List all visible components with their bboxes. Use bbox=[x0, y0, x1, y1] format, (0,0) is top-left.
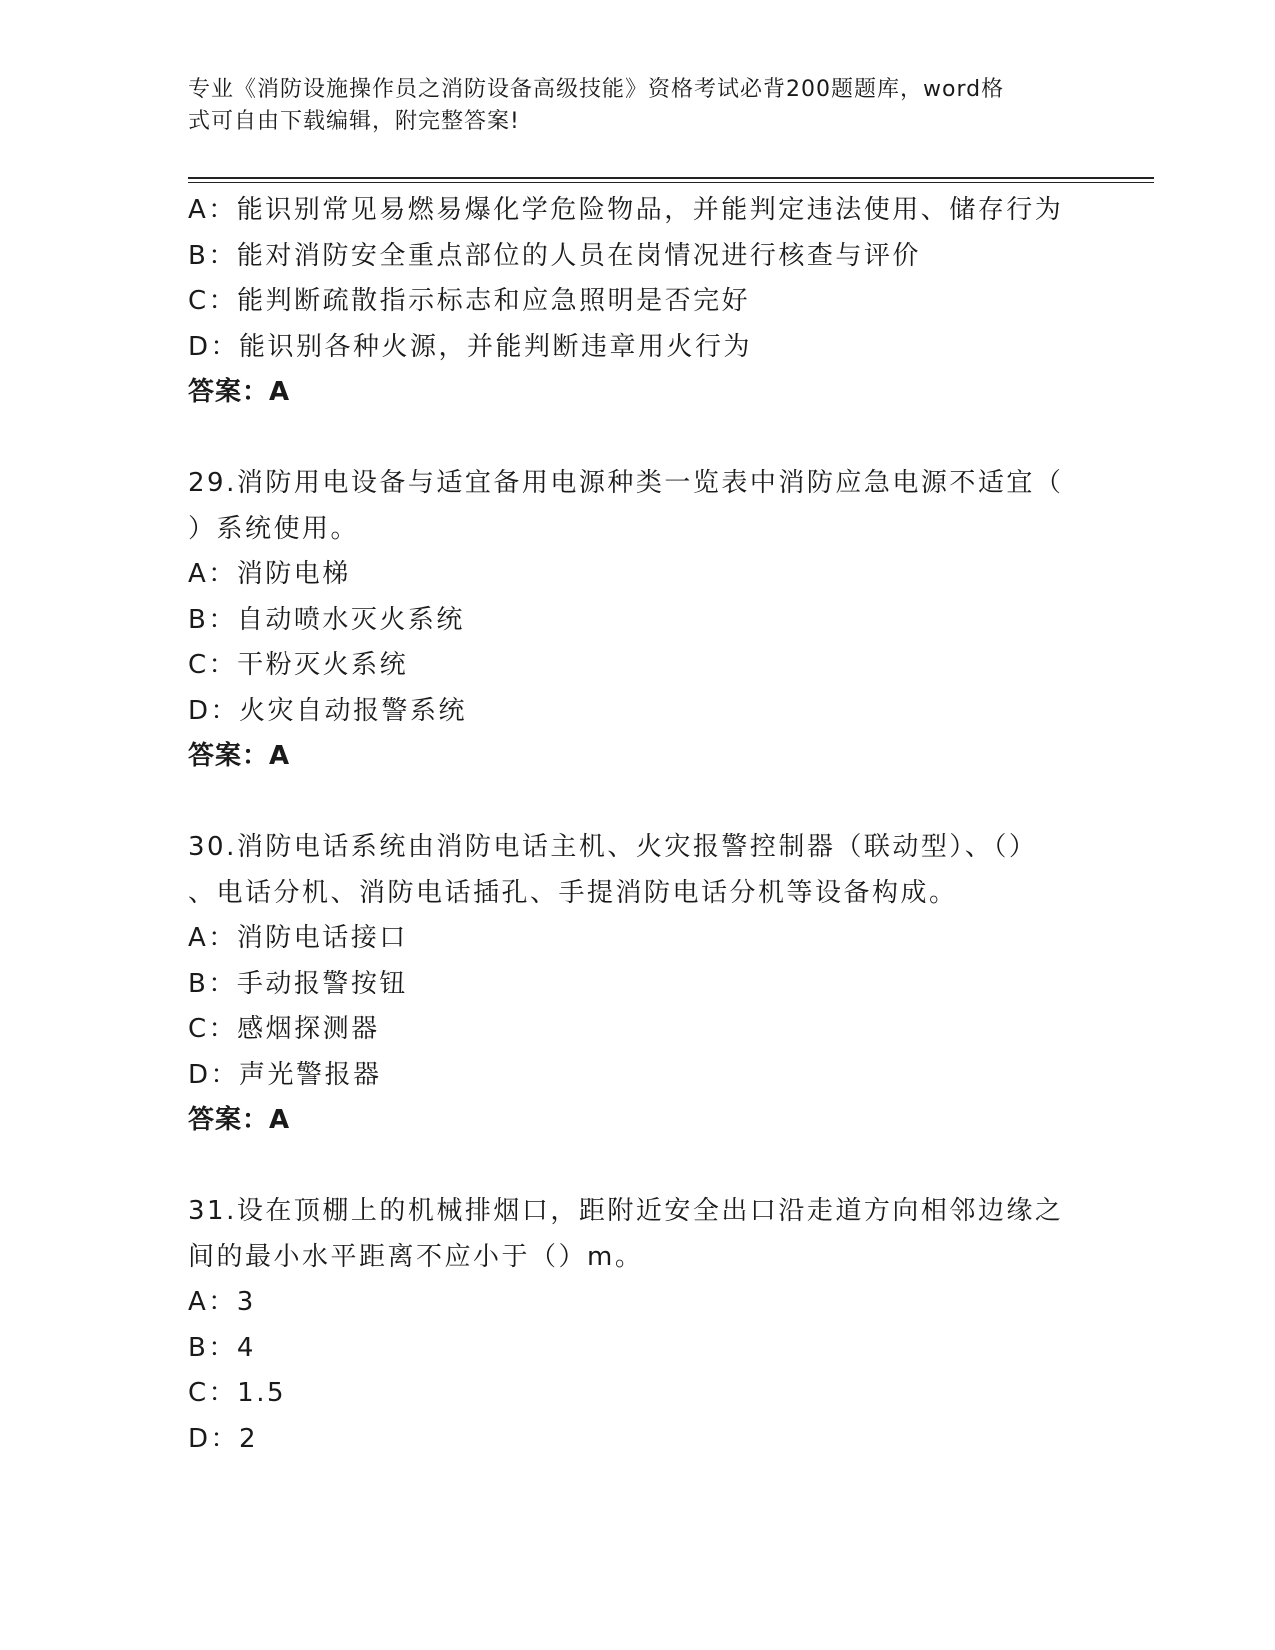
option-d: D：2 bbox=[188, 1423, 259, 1454]
option-b: B：自动喷水灭火系统 bbox=[188, 604, 465, 635]
question-stem-line-2: ）系统使用。 bbox=[188, 513, 360, 544]
option-b: B：4 bbox=[188, 1332, 256, 1363]
question-30-block bbox=[188, 825, 1088, 1144]
option-c: C：能判断疏散指示标志和应急照明是否完好 bbox=[188, 286, 751, 316]
question-stem-line-2: 、电话分机、消防电话插孔、手提消防电话分机等设备构成。 bbox=[188, 877, 958, 908]
header-line-2: 式可自由下载编辑，附完整答案! bbox=[188, 109, 520, 134]
answer-line: 答案：A bbox=[188, 741, 291, 771]
question-spacer bbox=[188, 1144, 1088, 1190]
question-stem-line-1: 30.消防电话系统由消防电话主机、火灾报警控制器（联动型）、（） bbox=[188, 832, 1038, 862]
option-c: C：干粉灭火系统 bbox=[188, 650, 409, 680]
question-29-block bbox=[188, 461, 1088, 780]
option-a: A：能识别常见易燃易爆化学危险物品，并能判定违法使用、储存行为 bbox=[188, 195, 1064, 225]
header-line-1: 专业《消防设施操作员之消防设备高级技能》资格考试必背200题题库，word格 bbox=[188, 77, 1005, 102]
option-a: A：消防电梯 bbox=[188, 559, 351, 589]
option-b: B：手动报警按钮 bbox=[188, 968, 408, 999]
option-b: B：能对消防安全重点部位的人员在岗情况进行核查与评价 bbox=[188, 240, 921, 271]
option-d: D：火灾自动报警系统 bbox=[188, 695, 468, 726]
option-a: A：3 bbox=[188, 1287, 256, 1317]
question-stem-line-2: 间的最小水平距离不应小于（）m。 bbox=[188, 1241, 644, 1272]
header-divider-thin bbox=[188, 182, 1154, 183]
question-28-block bbox=[188, 188, 1088, 416]
option-c: C：感烟探测器 bbox=[188, 1014, 380, 1044]
question-stem-line-1: 29.消防用电设备与适宜备用电源种类一览表中消防应急电源不适宜（ bbox=[188, 468, 1064, 498]
option-d: D：能识别各种火源，并能判断违章用火行为 bbox=[188, 331, 753, 362]
option-a: A：消防电话接口 bbox=[188, 923, 408, 953]
question-list bbox=[188, 188, 1088, 1462]
answer-line: 答案：A bbox=[188, 1105, 291, 1135]
header-divider-thick bbox=[188, 177, 1154, 179]
question-31-block bbox=[188, 1189, 1088, 1462]
question-spacer bbox=[188, 416, 1088, 462]
answer-line: 答案：A bbox=[188, 377, 291, 407]
option-d: D：声光警报器 bbox=[188, 1059, 382, 1090]
question-stem-line-1: 31.设在顶棚上的机械排烟口，距附近安全出口沿走道方向相邻边缘之 bbox=[188, 1196, 1064, 1226]
option-c: C：1.5 bbox=[188, 1378, 287, 1408]
question-spacer bbox=[188, 780, 1088, 826]
document-header bbox=[188, 74, 1088, 138]
